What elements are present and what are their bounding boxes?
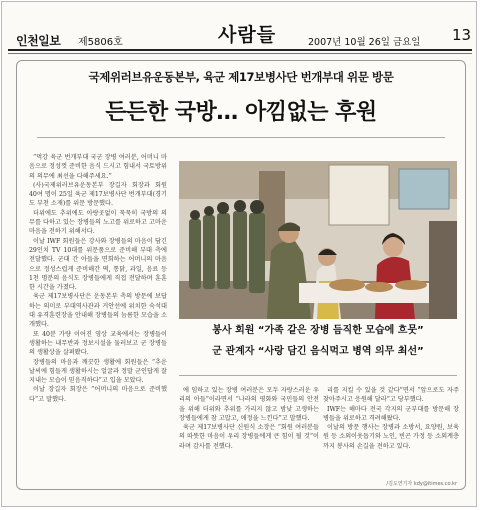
paragraph: 이날의 방문 행사는 장병과 소방서, 요양원, 보육원 등 소외이웃돕기와 노인, 빈곤 가정 등 소외계층까지 봉사의 손길을 전하고 있다.: [323, 424, 459, 450]
article-supertitle: 국제위러브유운동본부, 육군 제17보병사단 번개부대 위문 방문: [88, 70, 394, 84]
paragraph: 리를 지킬 수 있을 것 같다”면서 “앞으로도 자주 찾아주시고 응원해 달라”고 당부했다.: [323, 387, 459, 404]
article-photo: [179, 161, 457, 319]
headline-divider: [37, 137, 445, 138]
paragraph: 이날 IWF 회원들은 강사와 장병들의 마음이 담긴 29인치 TV 10대를 위문품으로 준비해 부대 측에 전달했다. 군대 간 아들을 면회하는 어머니의 마음으로 정성스럽게 준비해간 떡, 통닭, 과일, 음료 등 1천 명분의 음식도 장병들에게 직접 전달하며 훈훈한 시간을 가졌다.: [29, 237, 167, 292]
paragraph: “먹강 육군 번개부대 국군 장병 여러분, 어머니 마음으로 정성껏 준비한 음식 드시고 힘내서 국토방위의 의무에 최선을 다해주세요.”: [29, 154, 167, 180]
paragraph: 에 임하고 있는 장병 여러분은 모두 자랑스러운 우리의 아들”이라면서 “나라의 평화와 국민들의 안전을 위해 더위와 추위를 가리지 않고 밤낮 고생하는 장병들에게 참 고맙고, 애정을 느낀다”고 말했다.: [179, 387, 319, 422]
caption-line-1: 봉사 회원 “가족 같은 장병 듬직한 모습에 흐뭇”: [212, 325, 424, 336]
paragraph: 또 40분 가량 이어진 영상 교육에서는 장병들이 생활하는 내무반과 정보시설을 둘러보고 군 장병들의 생활상을 살펴봤다.: [29, 330, 167, 357]
article-box: [16, 60, 466, 490]
paragraph: 육군 제17보병사단 신원식 소장은 “회원 여러분들의 따뜻한 마음이 우리 장병들에게 큰 힘이 될 것”이라며 감사를 전했다.: [179, 424, 319, 450]
body-column-left: [29, 153, 167, 485]
issue-number: 제5806호: [78, 37, 123, 48]
article-headline: 든든한 국방… 아낌없는 후원: [105, 100, 377, 125]
paragraph: 육군 제17보병사단은 운동본부 측의 방문에 보답하는 의미로 부대역사관과 거안선에 위치한 숙석대대 유격훈련장을 안내해 장병들의 늠름한 모습을 소개했다.: [29, 293, 167, 329]
newspaper-page: [1, 1, 477, 507]
caption-line-2: 군 관계자 “사랑 담긴 음식먹고 병역 의무 최선”: [212, 346, 424, 357]
reporter-byline: /김도연기자 kdy@itimes.co.kr: [386, 481, 457, 487]
masthead-rule-thick: [8, 49, 472, 51]
photo-caption: [179, 324, 457, 358]
publication-date: 2007년 10월 26일 금요일: [308, 37, 421, 48]
page-number: 13: [452, 26, 472, 44]
body-column-right: [323, 386, 459, 486]
paragraph: 더위에도 추위에도 아랑곳없이 묵묵히 국방의 의무를 다하고 있는 장병들의 노고를 위로하고 고마운 마음을 전하기 위해서다.: [29, 209, 167, 236]
masthead: [8, 10, 472, 52]
section-title: 사람들: [218, 24, 277, 46]
paragraph: IWF는 해마다 전국 각지의 군부대를 방문해 장병들을 위로하고 격려해왔다.: [323, 405, 459, 422]
paragraph: 이날 장길자 회장은 “어머니의 마음으로 준비했다”고 말했다.: [29, 386, 167, 403]
newspaper-name: 인천일보: [16, 34, 61, 48]
photo-illustration: [179, 161, 457, 319]
paragraph: 장병들의 마음과 깨끗한 생활에 회원들은 “추운 날씨에 힘들게 생활하시는 얼굴과 정말 군인답게 잘 지내는 모습이 믿음직하다”고 입을 모았다.: [29, 358, 167, 385]
body-column-middle: [179, 386, 319, 486]
masthead-rule-thin: [8, 53, 472, 54]
caption-divider: [179, 375, 457, 376]
paragraph: (사)국제위러브유운동본부 장길자 회장과 회원 40여 명이 25일 육군 제17보병사단 번개부대(경기도 부천 소재)를 위문 방문했다.: [29, 181, 167, 208]
